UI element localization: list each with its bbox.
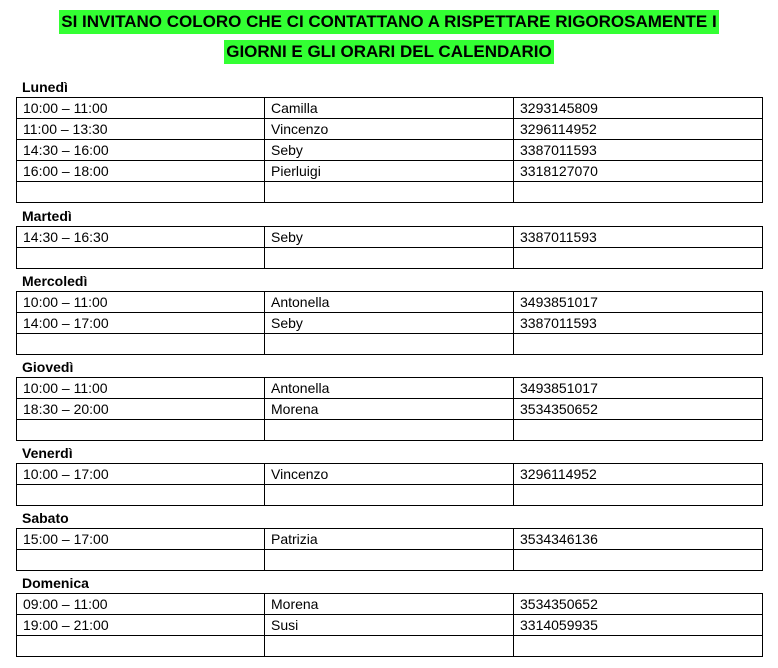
time-cell: 10:00 – 11:00 xyxy=(17,98,265,119)
name-cell: Patrizia xyxy=(265,529,514,550)
table-row-empty xyxy=(17,182,763,203)
day-section-giovedi xyxy=(16,358,762,441)
name-cell: Seby xyxy=(265,140,514,161)
phone-cell: 3387011593 xyxy=(514,140,763,161)
day-heading: Domenica xyxy=(22,575,89,591)
phone-cell: 3387011593 xyxy=(514,227,763,248)
name-cell: Pierluigi xyxy=(265,161,514,182)
phone-cell: 3318127070 xyxy=(514,161,763,182)
day-heading: Lunedì xyxy=(22,79,68,95)
day-section-venerdi xyxy=(16,444,762,506)
name-cell: Antonella xyxy=(265,378,514,399)
table-row xyxy=(17,161,763,182)
table-row-empty xyxy=(17,485,763,506)
name-cell xyxy=(265,550,514,571)
time-cell xyxy=(17,182,265,203)
time-cell: 14:30 – 16:00 xyxy=(17,140,265,161)
name-cell xyxy=(265,334,514,355)
table-row xyxy=(17,399,763,420)
table-row xyxy=(17,594,763,615)
time-cell: 11:00 – 13:30 xyxy=(17,119,265,140)
schedule-table xyxy=(16,377,763,441)
name-cell: Vincenzo xyxy=(265,119,514,140)
day-section-domenica xyxy=(16,574,762,657)
phone-cell: 3493851017 xyxy=(514,292,763,313)
phone-cell xyxy=(514,248,763,269)
phone-cell: 3534346136 xyxy=(514,529,763,550)
time-cell: 14:00 – 17:00 xyxy=(17,313,265,334)
table-row xyxy=(17,227,763,248)
day-heading: Martedì xyxy=(22,208,72,224)
time-cell: 18:30 – 20:00 xyxy=(17,399,265,420)
table-row xyxy=(17,464,763,485)
time-cell xyxy=(17,636,265,657)
name-cell: Morena xyxy=(265,594,514,615)
name-cell xyxy=(265,182,514,203)
phone-cell xyxy=(514,334,763,355)
name-cell xyxy=(265,636,514,657)
phone-cell: 3293145809 xyxy=(514,98,763,119)
table-row-empty xyxy=(17,334,763,355)
name-cell xyxy=(265,485,514,506)
phone-cell: 3296114952 xyxy=(514,119,763,140)
time-cell: 10:00 – 11:00 xyxy=(17,378,265,399)
name-cell: Seby xyxy=(265,313,514,334)
phone-cell xyxy=(514,485,763,506)
time-cell xyxy=(17,550,265,571)
time-cell xyxy=(17,485,265,506)
schedule-table xyxy=(16,463,763,506)
time-cell: 10:00 – 11:00 xyxy=(17,292,265,313)
table-row-empty xyxy=(17,550,763,571)
phone-cell: 3296114952 xyxy=(514,464,763,485)
schedule-table xyxy=(16,291,763,355)
name-cell: Antonella xyxy=(265,292,514,313)
time-cell: 09:00 – 11:00 xyxy=(17,594,265,615)
name-cell: Susi xyxy=(265,615,514,636)
table-row xyxy=(17,140,763,161)
table-row xyxy=(17,615,763,636)
phone-cell: 3387011593 xyxy=(514,313,763,334)
notice-header xyxy=(0,10,778,64)
table-row xyxy=(17,98,763,119)
phone-cell: 3314059935 xyxy=(514,615,763,636)
time-cell xyxy=(17,248,265,269)
phone-cell xyxy=(514,636,763,657)
time-cell: 16:00 – 18:00 xyxy=(17,161,265,182)
table-row xyxy=(17,119,763,140)
day-heading: Mercoledì xyxy=(22,273,88,289)
notice-line-2: GIORNI E GLI ORARI DEL CALENDARIO xyxy=(224,40,554,64)
name-cell: Morena xyxy=(265,399,514,420)
day-section-lunedi xyxy=(16,78,762,203)
schedule-table xyxy=(16,97,763,203)
time-cell: 15:00 – 17:00 xyxy=(17,529,265,550)
notice-line-1: SI INVITANO COLORO CHE CI CONTATTANO A RISPETTARE RIGOROSAMENTE I xyxy=(59,10,718,34)
table-row xyxy=(17,378,763,399)
phone-cell: 3534350652 xyxy=(514,594,763,615)
table-row-empty xyxy=(17,248,763,269)
phone-cell xyxy=(514,182,763,203)
schedule-table xyxy=(16,593,763,657)
time-cell xyxy=(17,420,265,441)
name-cell xyxy=(265,420,514,441)
day-section-martedi xyxy=(16,207,762,269)
day-heading: Sabato xyxy=(22,510,69,526)
time-cell: 14:30 – 16:30 xyxy=(17,227,265,248)
table-row-empty xyxy=(17,636,763,657)
table-row-empty xyxy=(17,420,763,441)
name-cell: Seby xyxy=(265,227,514,248)
schedule-table xyxy=(16,226,763,269)
schedule-table xyxy=(16,528,763,571)
table-row xyxy=(17,529,763,550)
time-cell: 19:00 – 21:00 xyxy=(17,615,265,636)
name-cell xyxy=(265,248,514,269)
table-row xyxy=(17,292,763,313)
phone-cell xyxy=(514,550,763,571)
phone-cell xyxy=(514,420,763,441)
name-cell: Vincenzo xyxy=(265,464,514,485)
time-cell xyxy=(17,334,265,355)
phone-cell: 3493851017 xyxy=(514,378,763,399)
day-section-sabato xyxy=(16,509,762,571)
day-section-mercoledi xyxy=(16,272,762,355)
day-heading: Giovedì xyxy=(22,359,74,375)
time-cell: 10:00 – 17:00 xyxy=(17,464,265,485)
name-cell: Camilla xyxy=(265,98,514,119)
table-row xyxy=(17,313,763,334)
day-heading: Venerdì xyxy=(22,445,73,461)
phone-cell: 3534350652 xyxy=(514,399,763,420)
